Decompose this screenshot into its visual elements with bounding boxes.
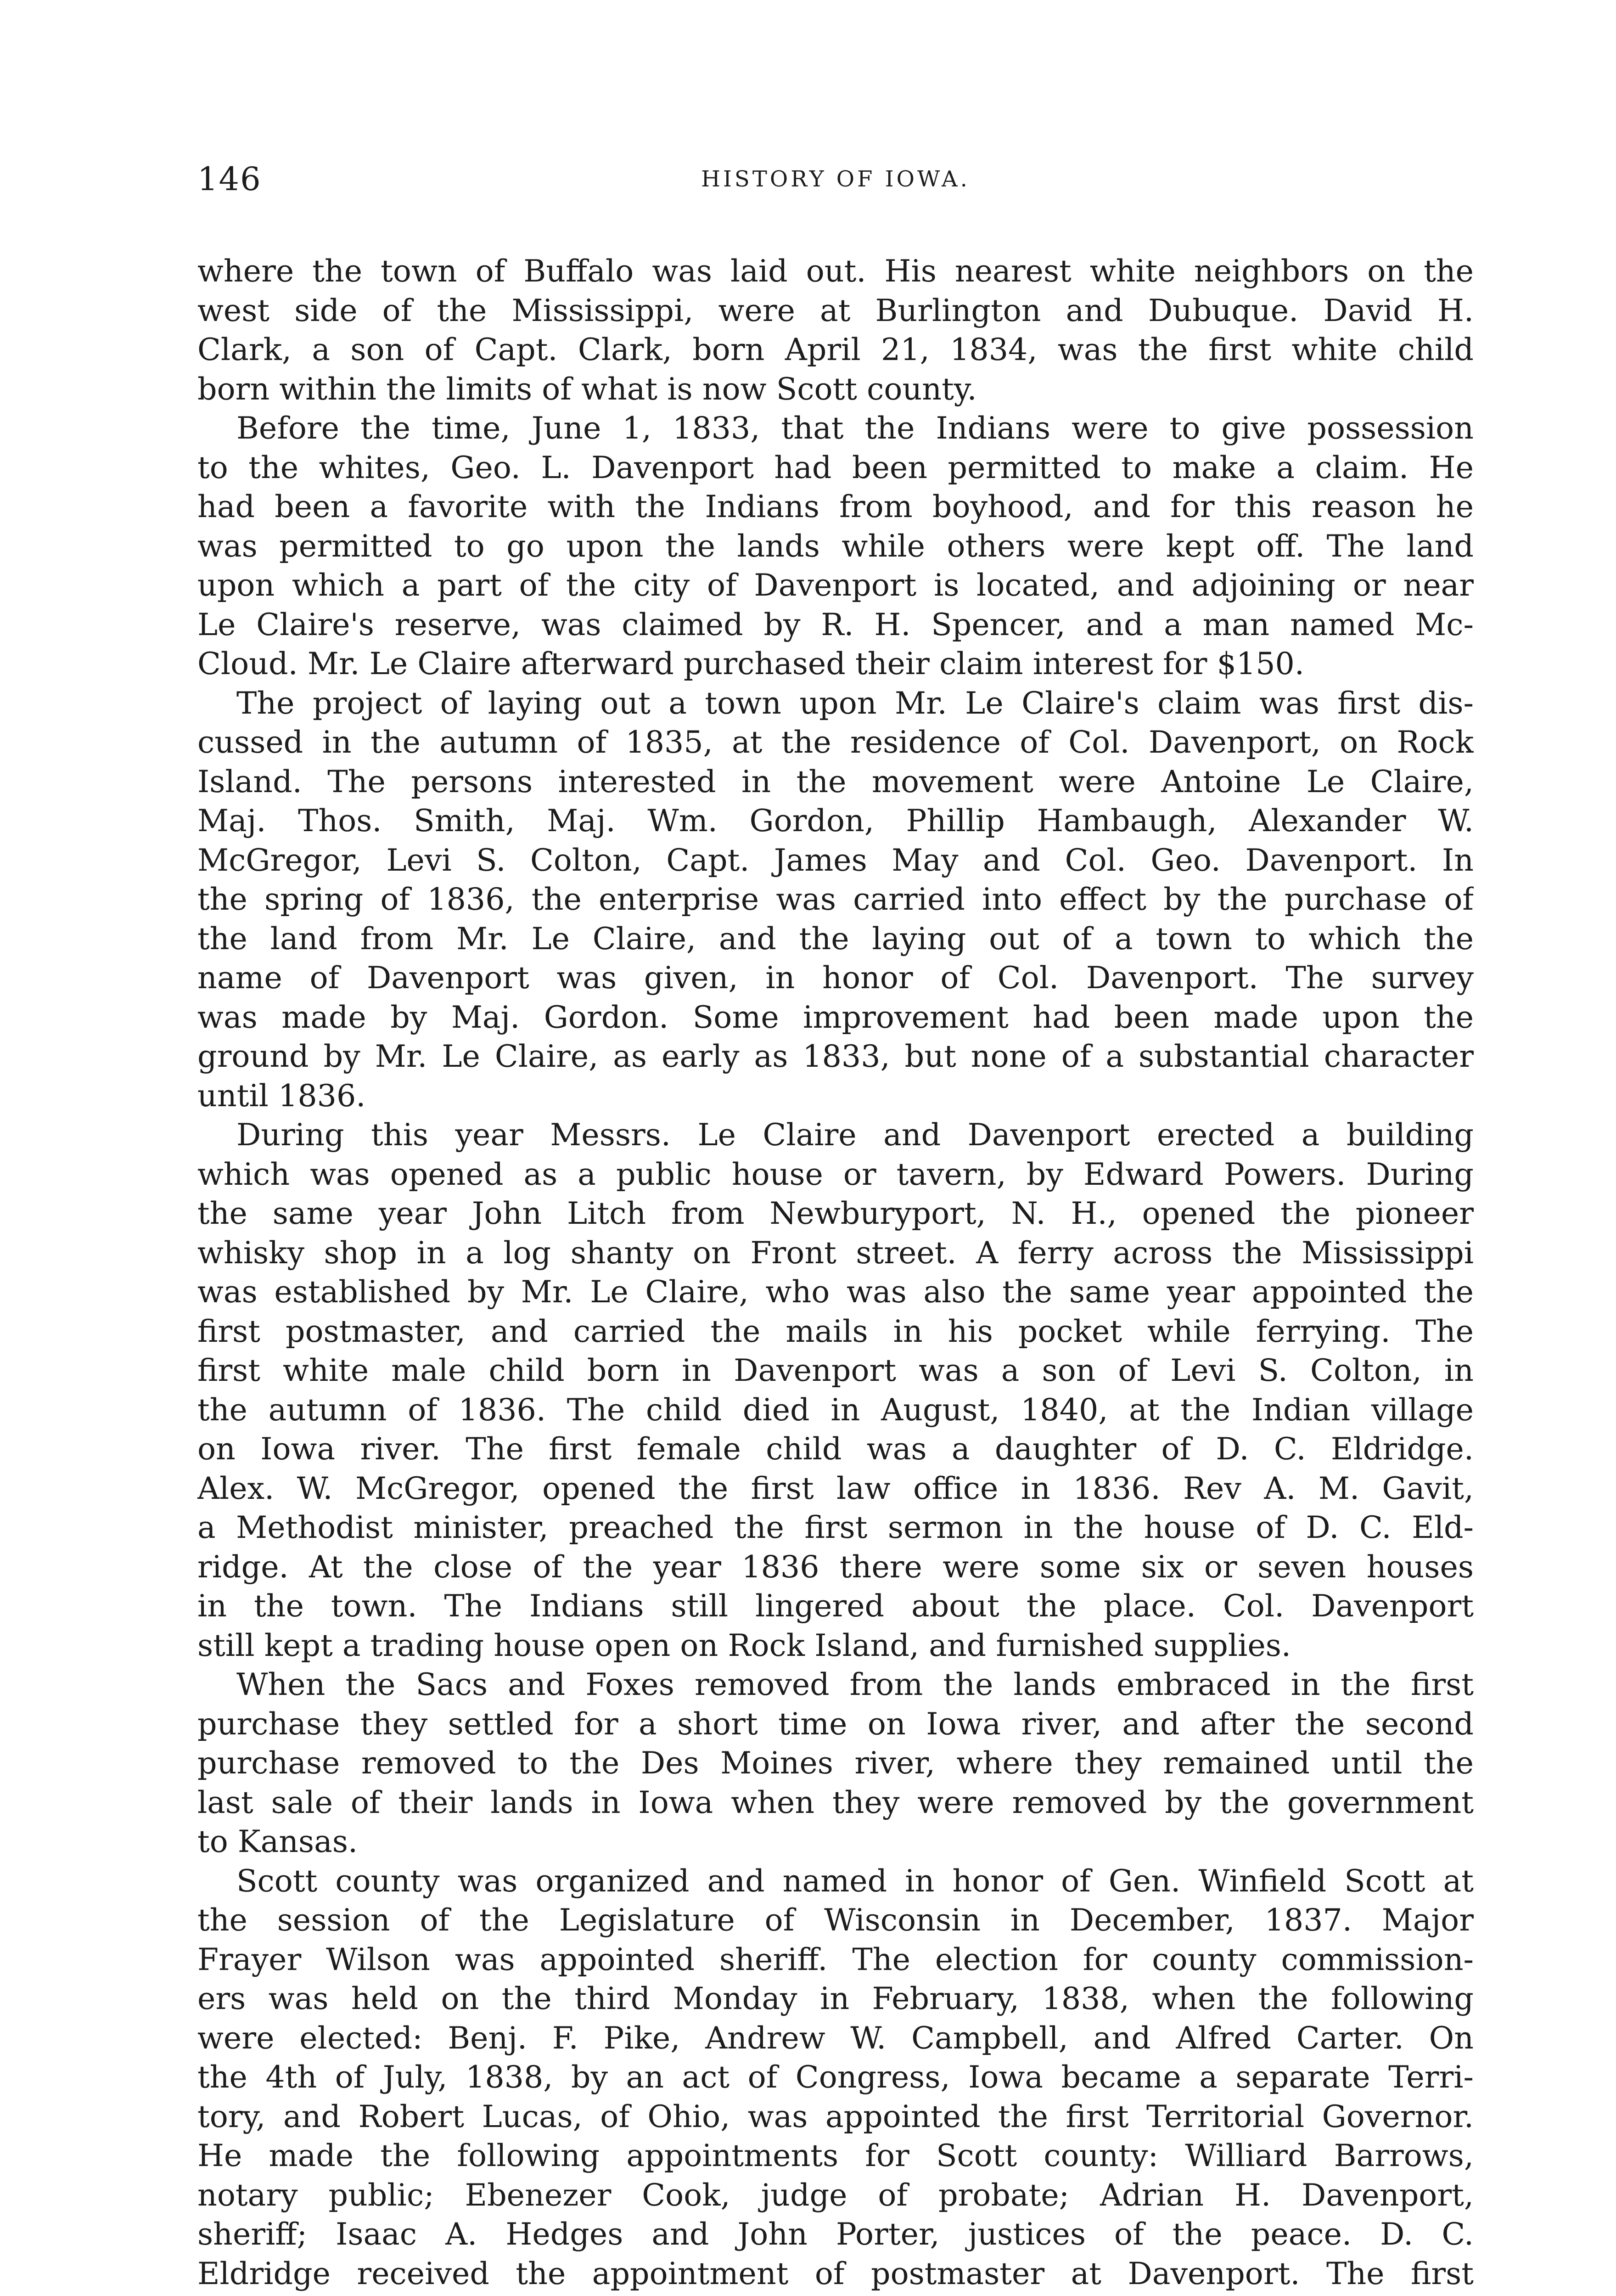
text-line: Island. The persons interested in the movement were Antoine Le Claire, [197, 763, 1474, 799]
text-line: until 1836. [197, 1077, 366, 1114]
text-line: first postmaster, and carried the mails in his pocket while ferrying. The [197, 1313, 1474, 1349]
text-line: west side of the Mississippi, were at Burlington and Dubuque. David H. [197, 292, 1474, 328]
text-line: Eldridge received the appointment of postmaster at Davenport. The first [197, 2255, 1474, 2291]
text-line: whisky shop in a log shanty on Front street. A ferry across the Mississippi [197, 1234, 1474, 1271]
text-line: where the town of Buffalo was laid out. His nearest white neighbors on the [197, 253, 1474, 289]
text-line: the autumn of 1836. The child died in August, 1840, at the Indian village [197, 1391, 1474, 1428]
text-line: the session of the Legislature of Wisconsin in December, 1837. Major [197, 1902, 1474, 1938]
text-line: He made the following appointments for Scott county: Williard Barrows, [197, 2138, 1474, 2173]
text-line: to the whites, Geo. L. Davenport had been permitted to make a claim. He [197, 449, 1474, 485]
text-line: to Kansas. [197, 1823, 358, 1859]
text-line: ridge. At the close of the year 1836 there were some six or seven houses [197, 1548, 1474, 1585]
text-line: upon which a part of the city of Davenport is located, and adjoining or near [197, 567, 1474, 603]
text-line: McGregor, Levi S. Colton, Capt. James May and Col. Geo. Davenport. In [197, 842, 1474, 878]
text-line: was made by Maj. Gordon. Some improvement had been made upon the [197, 999, 1474, 1035]
text-line: sheriff; Isaac A. Hedges and John Porter, justices of the peace. D. C. [197, 2216, 1474, 2252]
text-line: cussed in the autumn of 1835, at the residence of Col. Davenport, on Rock [197, 724, 1474, 760]
text-line: born within the limits of what is now Scott county. [197, 371, 977, 407]
running-head [197, 158, 1474, 200]
text-line: Scott county was organized and named in honor of Gen. Winfield Scott at [236, 1863, 1474, 1899]
text-line: notary public; Ebenezer Cook, judge of probate; Adrian H. Davenport, [197, 2177, 1474, 2213]
text-line: name of Davenport was given, in honor of Col. Davenport. The survey [197, 960, 1474, 996]
text-line: was permitted to go upon the lands while others were kept off. The land [197, 528, 1474, 564]
running-title: HISTORY OF IOWA. [701, 166, 970, 192]
body-text [197, 252, 1474, 2293]
text-line: in the town. The Indians still lingered about the place. Col. Davenport [197, 1588, 1474, 1624]
text-line: ers was held on the third Monday in February, 1838, when the following [197, 1981, 1474, 2016]
text-line: was established by Mr. Le Claire, who was also the same year appointed the [197, 1274, 1474, 1310]
text-line: the spring of 1836, the enterprise was carried into effect by the purchase of [197, 881, 1474, 917]
text-line: a Methodist minister, preached the first sermon in the house of D. C. Eld- [197, 1509, 1474, 1545]
text-line: Le Claire's reserve, was claimed by R. H. Spencer, and a man named Mc- [197, 606, 1474, 642]
text-line: the land from Mr. Le Claire, and the laying out of a town to which the [197, 920, 1474, 957]
text-line: had been a favorite with the Indians from boyhood, and for this reason he [197, 489, 1474, 524]
text-line: still kept a trading house open on Rock Island, and furnished supplies. [197, 1627, 1291, 1663]
text-line: Maj. Thos. Smith, Maj. Wm. Gordon, Phillip Hambaugh, Alexander W. [197, 803, 1474, 838]
text-line: the same year John Litch from Newburyport, N. H., opened the pioneer [197, 1195, 1474, 1231]
text-line: Clark, a son of Capt. Clark, born April 21, 1834, was the first white child [197, 332, 1474, 367]
page-number: 146 [197, 160, 262, 198]
text-line: on Iowa river. The first female child was a daughter of D. C. Eldridge. [197, 1431, 1474, 1467]
text-line: Before the time, June 1, 1833, that the Indians were to give possession [236, 410, 1474, 446]
text-line: Cloud. Mr. Le Claire afterward purchased their claim interest for $150. [197, 646, 1304, 681]
text-line: ground by Mr. Le Claire, as early as 1833, but none of a substantial character [197, 1038, 1474, 1074]
text-line: Frayer Wilson was appointed sheriff. The election for county commission- [197, 1941, 1474, 1977]
text-line: were elected: Benj. F. Pike, Andrew W. Campbell, and Alfred Carter. On [197, 2020, 1474, 2056]
text-line: last sale of their lands in Iowa when they were removed by the government [197, 1784, 1474, 1820]
text-line: tory, and Robert Lucas, of Ohio, was appointed the first Territorial Governor. [197, 2098, 1474, 2134]
text-line: purchase removed to the Des Moines river, where they remained until the [197, 1745, 1474, 1781]
text-line: Alex. W. McGregor, opened the first law office in 1836. Rev A. M. Gavit, [197, 1470, 1474, 1506]
text-line: The project of laying out a town upon Mr. Le Claire's claim was first dis- [236, 685, 1474, 721]
text-line: During this year Messrs. Le Claire and Davenport erected a building [236, 1117, 1474, 1153]
text-line: purchase they settled for a short time on Iowa river, and after the second [197, 1705, 1474, 1742]
text-line: the 4th of July, 1838, by an act of Congress, Iowa became a separate Terri- [197, 2059, 1474, 2095]
text-line: When the Sacs and Foxes removed from the lands embraced in the first [236, 1666, 1474, 1702]
text-line: which was opened as a public house or tavern, by Edward Powers. During [197, 1156, 1474, 1192]
text-line: first white male child born in Davenport was a son of Levi S. Colton, in [197, 1352, 1474, 1388]
